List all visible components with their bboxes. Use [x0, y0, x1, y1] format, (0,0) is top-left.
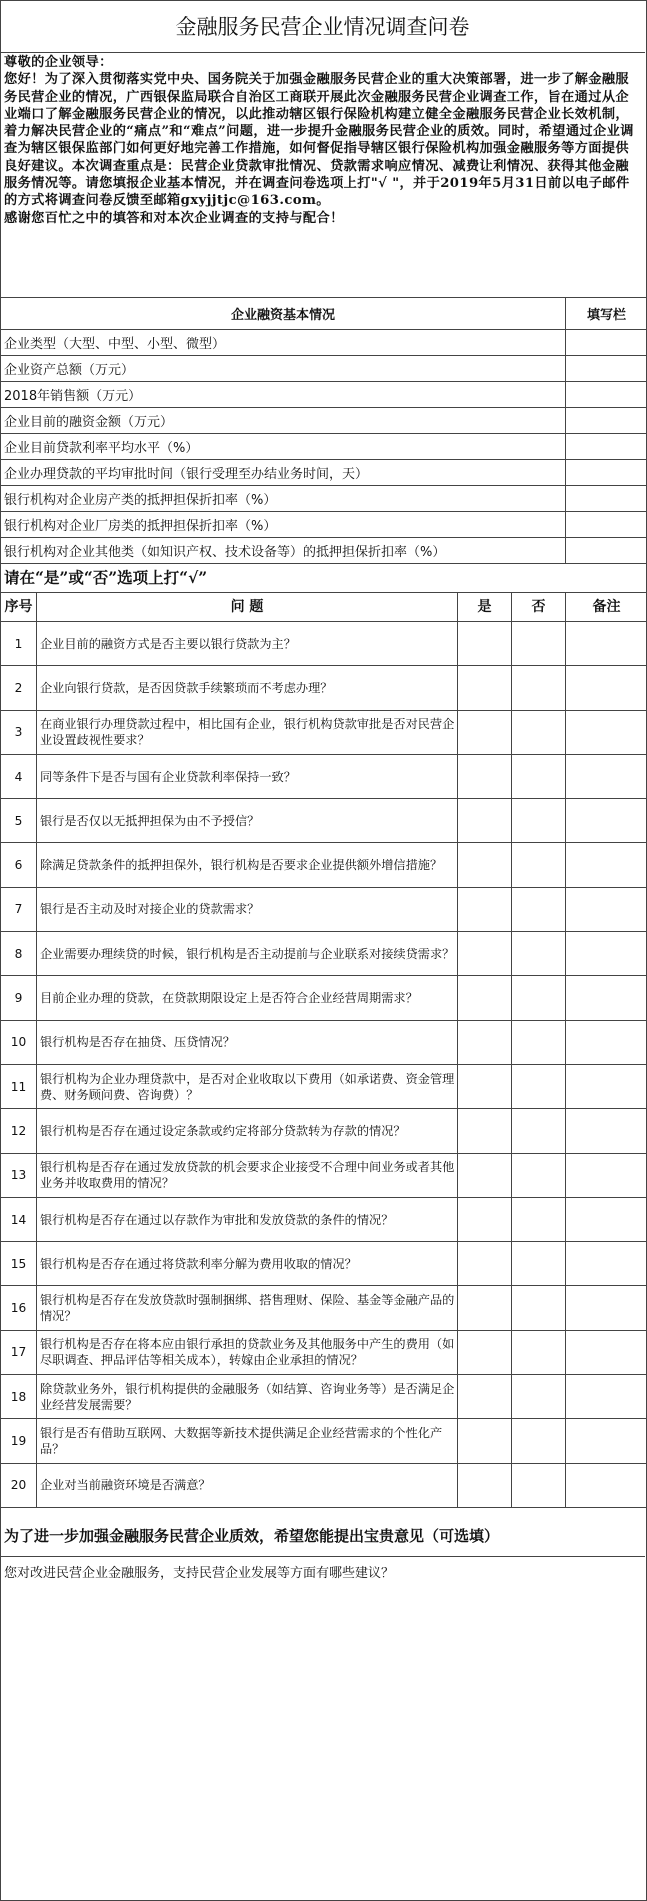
yes-cell[interactable]	[458, 754, 512, 798]
question-text: 银行机构是否存在抽贷、压贷情况？	[37, 1020, 458, 1064]
question-number: 12	[1, 1109, 37, 1153]
basic-info-fill-cell[interactable]	[566, 382, 647, 408]
question-number: 8	[1, 932, 37, 976]
remark-cell[interactable]	[566, 1330, 647, 1374]
basic-info-fill-cell[interactable]	[566, 460, 647, 486]
basic-info-fill-cell[interactable]	[566, 538, 647, 564]
basic-info-row	[1, 486, 647, 512]
basic-info-header-label: 企业融资基本情况	[1, 298, 566, 330]
basic-info-row	[1, 408, 647, 434]
basic-info-label: 企业目前的融资金额（万元）	[1, 408, 566, 434]
question-row	[1, 754, 647, 798]
remark-cell[interactable]	[566, 887, 647, 931]
col-header-number: 序号	[1, 593, 37, 622]
question-text: 在商业银行办理贷款过程中，相比国有企业，银行机构贷款审批是否对民营企业设置歧视性要求？	[37, 710, 458, 754]
no-cell[interactable]	[512, 754, 566, 798]
basic-info-row	[1, 460, 647, 486]
remark-cell[interactable]	[566, 1020, 647, 1064]
question-number: 11	[1, 1064, 37, 1108]
yes-cell[interactable]	[458, 622, 512, 666]
suggestion-prompt: 您对改进民营企业金融服务，支持民营企业发展等方面有哪些建议？	[4, 1566, 395, 1581]
basic-info-row	[1, 512, 647, 538]
remark-cell[interactable]	[566, 843, 647, 887]
intro-text	[4, 54, 640, 294]
yes-cell[interactable]	[458, 976, 512, 1020]
col-header-yes: 是	[458, 593, 512, 622]
no-cell[interactable]	[512, 799, 566, 843]
no-cell[interactable]	[512, 932, 566, 976]
question-text: 除贷款业务外，银行机构提供的金融服务（如结算、咨询业务等）是否满足企业经营发展需要？	[37, 1375, 458, 1419]
question-text: 银行机构是否存在通过设定条款或约定将部分贷款转为存款的情况？	[37, 1109, 458, 1153]
no-cell[interactable]	[512, 1330, 566, 1374]
basic-info-header	[1, 298, 647, 330]
question-row	[1, 1375, 647, 1419]
suggestion-box[interactable]	[0, 1556, 645, 1900]
fill-column-header: 填写栏	[566, 298, 647, 330]
question-row	[1, 1064, 647, 1108]
yes-cell[interactable]	[458, 1330, 512, 1374]
question-text: 银行机构是否存在通过将贷款利率分解为费用收取的情况？	[37, 1242, 458, 1286]
page-title: 金融服务民营企业情况调查问卷	[0, 0, 645, 53]
remark-cell[interactable]	[566, 1242, 647, 1286]
yes-cell[interactable]	[458, 887, 512, 931]
question-row	[1, 799, 647, 843]
no-cell[interactable]	[512, 1242, 566, 1286]
col-header-question: 问 题	[37, 593, 458, 622]
basic-info-label: 企业类型（大型、中型、小型、微型）	[1, 330, 566, 356]
question-number: 4	[1, 754, 37, 798]
yes-cell[interactable]	[458, 710, 512, 754]
question-row	[1, 622, 647, 666]
basic-info-label: 银行机构对企业厂房类的抵押担保折扣率（%）	[1, 512, 566, 538]
question-number: 2	[1, 666, 37, 710]
basic-info-row	[1, 330, 647, 356]
no-cell[interactable]	[512, 1197, 566, 1241]
question-text: 银行机构是否存在通过以存款作为审批和发放贷款的条件的情况？	[37, 1197, 458, 1241]
question-row	[1, 1419, 647, 1463]
remark-cell[interactable]	[566, 1375, 647, 1419]
basic-info-fill-cell[interactable]	[566, 408, 647, 434]
question-row	[1, 1463, 647, 1507]
question-row	[1, 710, 647, 754]
question-number: 16	[1, 1286, 37, 1330]
basic-info-label: 银行机构对企业房产类的抵押担保折扣率（%）	[1, 486, 566, 512]
question-number: 1	[1, 622, 37, 666]
remark-cell[interactable]	[566, 1197, 647, 1241]
question-text: 银行机构是否存在发放贷款时强制捆绑、搭售理财、保险、基金等金融产品的情况？	[37, 1286, 458, 1330]
questions-header	[1, 593, 647, 622]
question-text: 银行是否仅以无抵押担保为由不予授信？	[37, 799, 458, 843]
intro-greeting: 尊敬的企业领导：	[4, 55, 113, 70]
question-number: 13	[1, 1153, 37, 1197]
remark-cell[interactable]	[566, 1286, 647, 1330]
yes-cell[interactable]	[458, 1153, 512, 1197]
remark-cell[interactable]	[566, 622, 647, 666]
section-yes-no-title: 请在“是”或“否”选项上打“√”	[4, 568, 208, 587]
no-cell[interactable]	[512, 976, 566, 1020]
yes-cell[interactable]	[458, 799, 512, 843]
remark-cell[interactable]	[566, 1463, 647, 1507]
question-row	[1, 843, 647, 887]
remark-cell[interactable]	[566, 976, 647, 1020]
no-cell[interactable]	[512, 1419, 566, 1463]
question-text: 银行是否有借助互联网、大数据等新技术提供满足企业经营需求的个性化产品？	[37, 1419, 458, 1463]
yes-cell[interactable]	[458, 932, 512, 976]
no-cell[interactable]	[512, 887, 566, 931]
basic-info-fill-cell[interactable]	[566, 486, 647, 512]
question-text: 除满足贷款条件的抵押担保外，银行机构是否要求企业提供额外增信措施？	[37, 843, 458, 887]
yes-cell[interactable]	[458, 1286, 512, 1330]
basic-info-row	[1, 356, 647, 382]
yes-cell[interactable]	[458, 1242, 512, 1286]
basic-info-label: 银行机构对企业其他类（如知识产权、技术设备等）的抵押担保折扣率（%）	[1, 538, 566, 564]
remark-cell[interactable]	[566, 710, 647, 754]
basic-info-row	[1, 434, 647, 460]
question-number: 10	[1, 1020, 37, 1064]
remark-cell[interactable]	[566, 1109, 647, 1153]
basic-info-label: 企业资产总额（万元）	[1, 356, 566, 382]
yes-cell[interactable]	[458, 1197, 512, 1241]
remark-cell[interactable]	[566, 754, 647, 798]
remark-cell[interactable]	[566, 1153, 647, 1197]
question-number: 9	[1, 976, 37, 1020]
question-row	[1, 932, 647, 976]
question-row	[1, 887, 647, 931]
yes-cell[interactable]	[458, 666, 512, 710]
no-cell[interactable]	[512, 1375, 566, 1419]
question-text: 企业向银行贷款，是否因贷款手续繁琐而不考虑办理？	[37, 666, 458, 710]
yes-cell[interactable]	[458, 843, 512, 887]
yes-cell[interactable]	[458, 1463, 512, 1507]
no-cell[interactable]	[512, 1286, 566, 1330]
question-text: 企业目前的融资方式是否主要以银行贷款为主？	[37, 622, 458, 666]
no-cell[interactable]	[512, 622, 566, 666]
no-cell[interactable]	[512, 1463, 566, 1507]
no-cell[interactable]	[512, 1109, 566, 1153]
question-row	[1, 1153, 647, 1197]
question-row	[1, 1330, 647, 1374]
basic-info-fill-cell[interactable]	[566, 330, 647, 356]
question-text: 银行是否主动及时对接企业的贷款需求？	[37, 887, 458, 931]
question-text: 同等条件下是否与国有企业贷款利率保持一致？	[37, 754, 458, 798]
question-text: 企业对当前融资环境是否满意？	[37, 1463, 458, 1507]
question-row	[1, 666, 647, 710]
remark-cell[interactable]	[566, 1419, 647, 1463]
basic-info-label: 企业目前贷款利率平均水平（%）	[1, 434, 566, 460]
question-number: 17	[1, 1330, 37, 1374]
questions-table	[0, 592, 647, 1508]
no-cell[interactable]	[512, 710, 566, 754]
basic-info-fill-cell[interactable]	[566, 356, 647, 382]
section-suggestions-title: 为了进一步加强金融服务民营企业质效，希望您能提出宝贵意见（可选填）	[4, 1527, 500, 1545]
question-text: 企业需要办理续贷的时候，银行机构是否主动提前与企业联系对接续贷需求？	[37, 932, 458, 976]
remark-cell[interactable]	[566, 1064, 647, 1108]
basic-info-table	[0, 297, 647, 564]
col-header-remark: 备注	[566, 593, 647, 622]
yes-cell[interactable]	[458, 1419, 512, 1463]
col-header-no: 否	[512, 593, 566, 622]
basic-info-fill-cell[interactable]	[566, 512, 647, 538]
question-text: 银行机构是否存在通过发放贷款的机会要求企业接受不合理中间业务或者其他业务并收取费用的情况？	[37, 1153, 458, 1197]
question-row	[1, 976, 647, 1020]
question-number: 18	[1, 1375, 37, 1419]
no-cell[interactable]	[512, 666, 566, 710]
question-number: 6	[1, 843, 37, 887]
basic-info-row	[1, 538, 647, 564]
question-number: 15	[1, 1242, 37, 1286]
question-number: 20	[1, 1463, 37, 1507]
question-number: 3	[1, 710, 37, 754]
question-number: 19	[1, 1419, 37, 1463]
question-text: 银行机构是否存在将本应由银行承担的贷款业务及其他服务中产生的费用（如尽职调查、押品评估等相关成本），转嫁由企业承担的情况？	[37, 1330, 458, 1374]
basic-info-row	[1, 382, 647, 408]
yes-cell[interactable]	[458, 1020, 512, 1064]
basic-info-label: 企业办理贷款的平均审批时间（银行受理至办结业务时间，天）	[1, 460, 566, 486]
question-row	[1, 1020, 647, 1064]
question-row	[1, 1286, 647, 1330]
yes-cell[interactable]	[458, 1375, 512, 1419]
question-text: 目前企业办理的贷款，在贷款期限设定上是否符合企业经营周期需求？	[37, 976, 458, 1020]
no-cell[interactable]	[512, 1020, 566, 1064]
basic-info-label: 2018年销售额（万元）	[1, 382, 566, 408]
no-cell[interactable]	[512, 1153, 566, 1197]
question-number: 7	[1, 887, 37, 931]
question-row	[1, 1197, 647, 1241]
yes-cell[interactable]	[458, 1064, 512, 1108]
intro-thanks: 感谢您百忙之中的填答和对本次企业调查的支持与配合！	[4, 210, 344, 226]
question-row	[1, 1242, 647, 1286]
intro-body: 您好！为了深入贯彻落实党中央、国务院关于加强金融服务民营企业的重大决策部署，进一步了解金融服务民营企业的情况，广西银保监局联合自治区工商联开展此次金融服务民营企业调查工作，旨在通过从企业端口了解金融服务民营企业的情况，以此推动辖区银行保险机构建立健全金融服务民营企业长效机制，着力解决民营企业的“痛点”和“难点”问题，进一步提升金融服务民营企业的质效。同时，希望通过企业调查为辖区银保监部门如何更好地完善工作措施，如何督促指导辖区银行保险机构加强金融服务等方面提供良好建议。本次调查重点是：民营企业贷款审批情况、贷款需求响应情况、减费让利情况、获得其他金融服务情况等。请您填报企业基本情况，并在调查问卷选项上打"√ "，并于2019年5月31日前以电子邮件的方式将调查问卷反馈至邮箱gxyjjtjc@163.com。	[4, 72, 634, 209]
remark-cell[interactable]	[566, 799, 647, 843]
question-row	[1, 1109, 647, 1153]
no-cell[interactable]	[512, 1064, 566, 1108]
question-number: 14	[1, 1197, 37, 1241]
basic-info-fill-cell[interactable]	[566, 434, 647, 460]
question-text: 银行机构为企业办理贷款中，是否对企业收取以下费用（如承诺费、资金管理费、财务顾问费、咨询费）？	[37, 1064, 458, 1108]
no-cell[interactable]	[512, 843, 566, 887]
remark-cell[interactable]	[566, 932, 647, 976]
yes-cell[interactable]	[458, 1109, 512, 1153]
question-number: 5	[1, 799, 37, 843]
remark-cell[interactable]	[566, 666, 647, 710]
